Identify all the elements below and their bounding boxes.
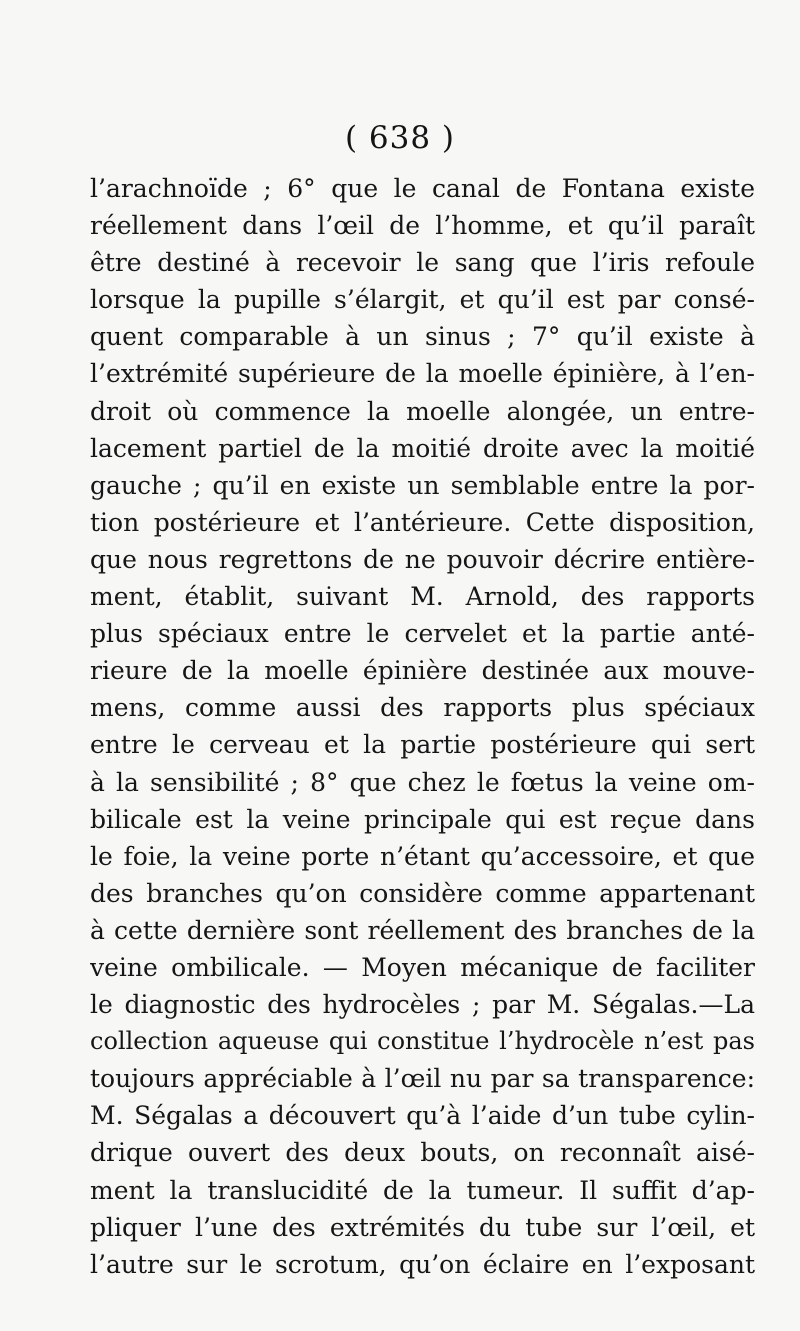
text-line: l’extrémité supérieure de la moelle épinière, à l’en- xyxy=(90,359,755,389)
text-line: lacement partiel de la moitié droite avec la moitié xyxy=(90,433,755,463)
text-line: droit où commence la moelle alongée, un entre- xyxy=(90,396,755,426)
text-line: toujours appréciable à l’œil nu par sa transparence: xyxy=(90,1064,755,1094)
body-text xyxy=(90,170,755,1283)
text-line: rieure de la moelle épinière destinée aux mouve- xyxy=(90,656,755,686)
text-line: drique ouvert des deux bouts, on reconnaît aisé- xyxy=(90,1138,755,1168)
text-line: pliquer l’une des extrémités du tube sur l’œil, et xyxy=(90,1212,755,1242)
text-line: tion postérieure et l’antérieure. Cette disposition, xyxy=(90,507,755,537)
text-line: être destiné à recevoir le sang que l’iris refoule xyxy=(90,248,755,278)
text-line: le foie, la veine porte n’étant qu’accessoire, et que xyxy=(90,841,755,871)
text-line: lorsque la pupille s’élargit, et qu’il est par consé- xyxy=(90,285,755,315)
text-line: mens, comme aussi des rapports plus spéciaux xyxy=(90,693,755,723)
text-line: entre le cerveau et la partie postérieure qui sert xyxy=(90,730,755,760)
text-line: à la sensibilité ; 8° que chez le fœtus la veine om- xyxy=(90,767,755,797)
text-line: M. Ségalas a découvert qu’à l’aide d’un tube cylin- xyxy=(90,1101,755,1131)
text-line: le diagnostic des hydrocèles ; par M. Ségalas.—La xyxy=(90,990,755,1020)
text-line: plus spéciaux entre le cervelet et la partie anté- xyxy=(90,619,755,649)
text-line: bilicale est la veine principale qui est reçue dans xyxy=(90,804,755,834)
text-line: des branches qu’on considère comme appartenant xyxy=(90,878,755,908)
text-line: à cette dernière sont réellement des branches de la xyxy=(90,915,755,945)
text-line: ment, établit, suivant M. Arnold, des rapports xyxy=(90,582,755,612)
text-line: collection aqueuse qui constitue l’hydrocèle n’est pas xyxy=(90,1027,755,1056)
text-line: ment la translucidité de la tumeur. Il suffit d’ap- xyxy=(90,1175,755,1205)
text-line: réellement dans l’œil de l’homme, et qu’il paraît xyxy=(90,211,755,241)
text-line: l’arachnoïde ; 6° que le canal de Fontana existe xyxy=(90,174,755,203)
text-line: l’autre sur le scrotum, qu’on éclaire en l’exposant xyxy=(90,1249,755,1279)
text-line: quent comparable à un sinus ; 7° qu’il existe à xyxy=(90,322,755,352)
text-line: veine ombilicale. — Moyen mécanique de faciliter xyxy=(90,952,755,982)
page-number: ( 638 ) xyxy=(344,120,456,156)
text-line: gauche ; qu’il en existe un semblable entre la por- xyxy=(90,470,755,500)
text-line: que nous regrettons de ne pouvoir décrire entière- xyxy=(90,544,755,574)
